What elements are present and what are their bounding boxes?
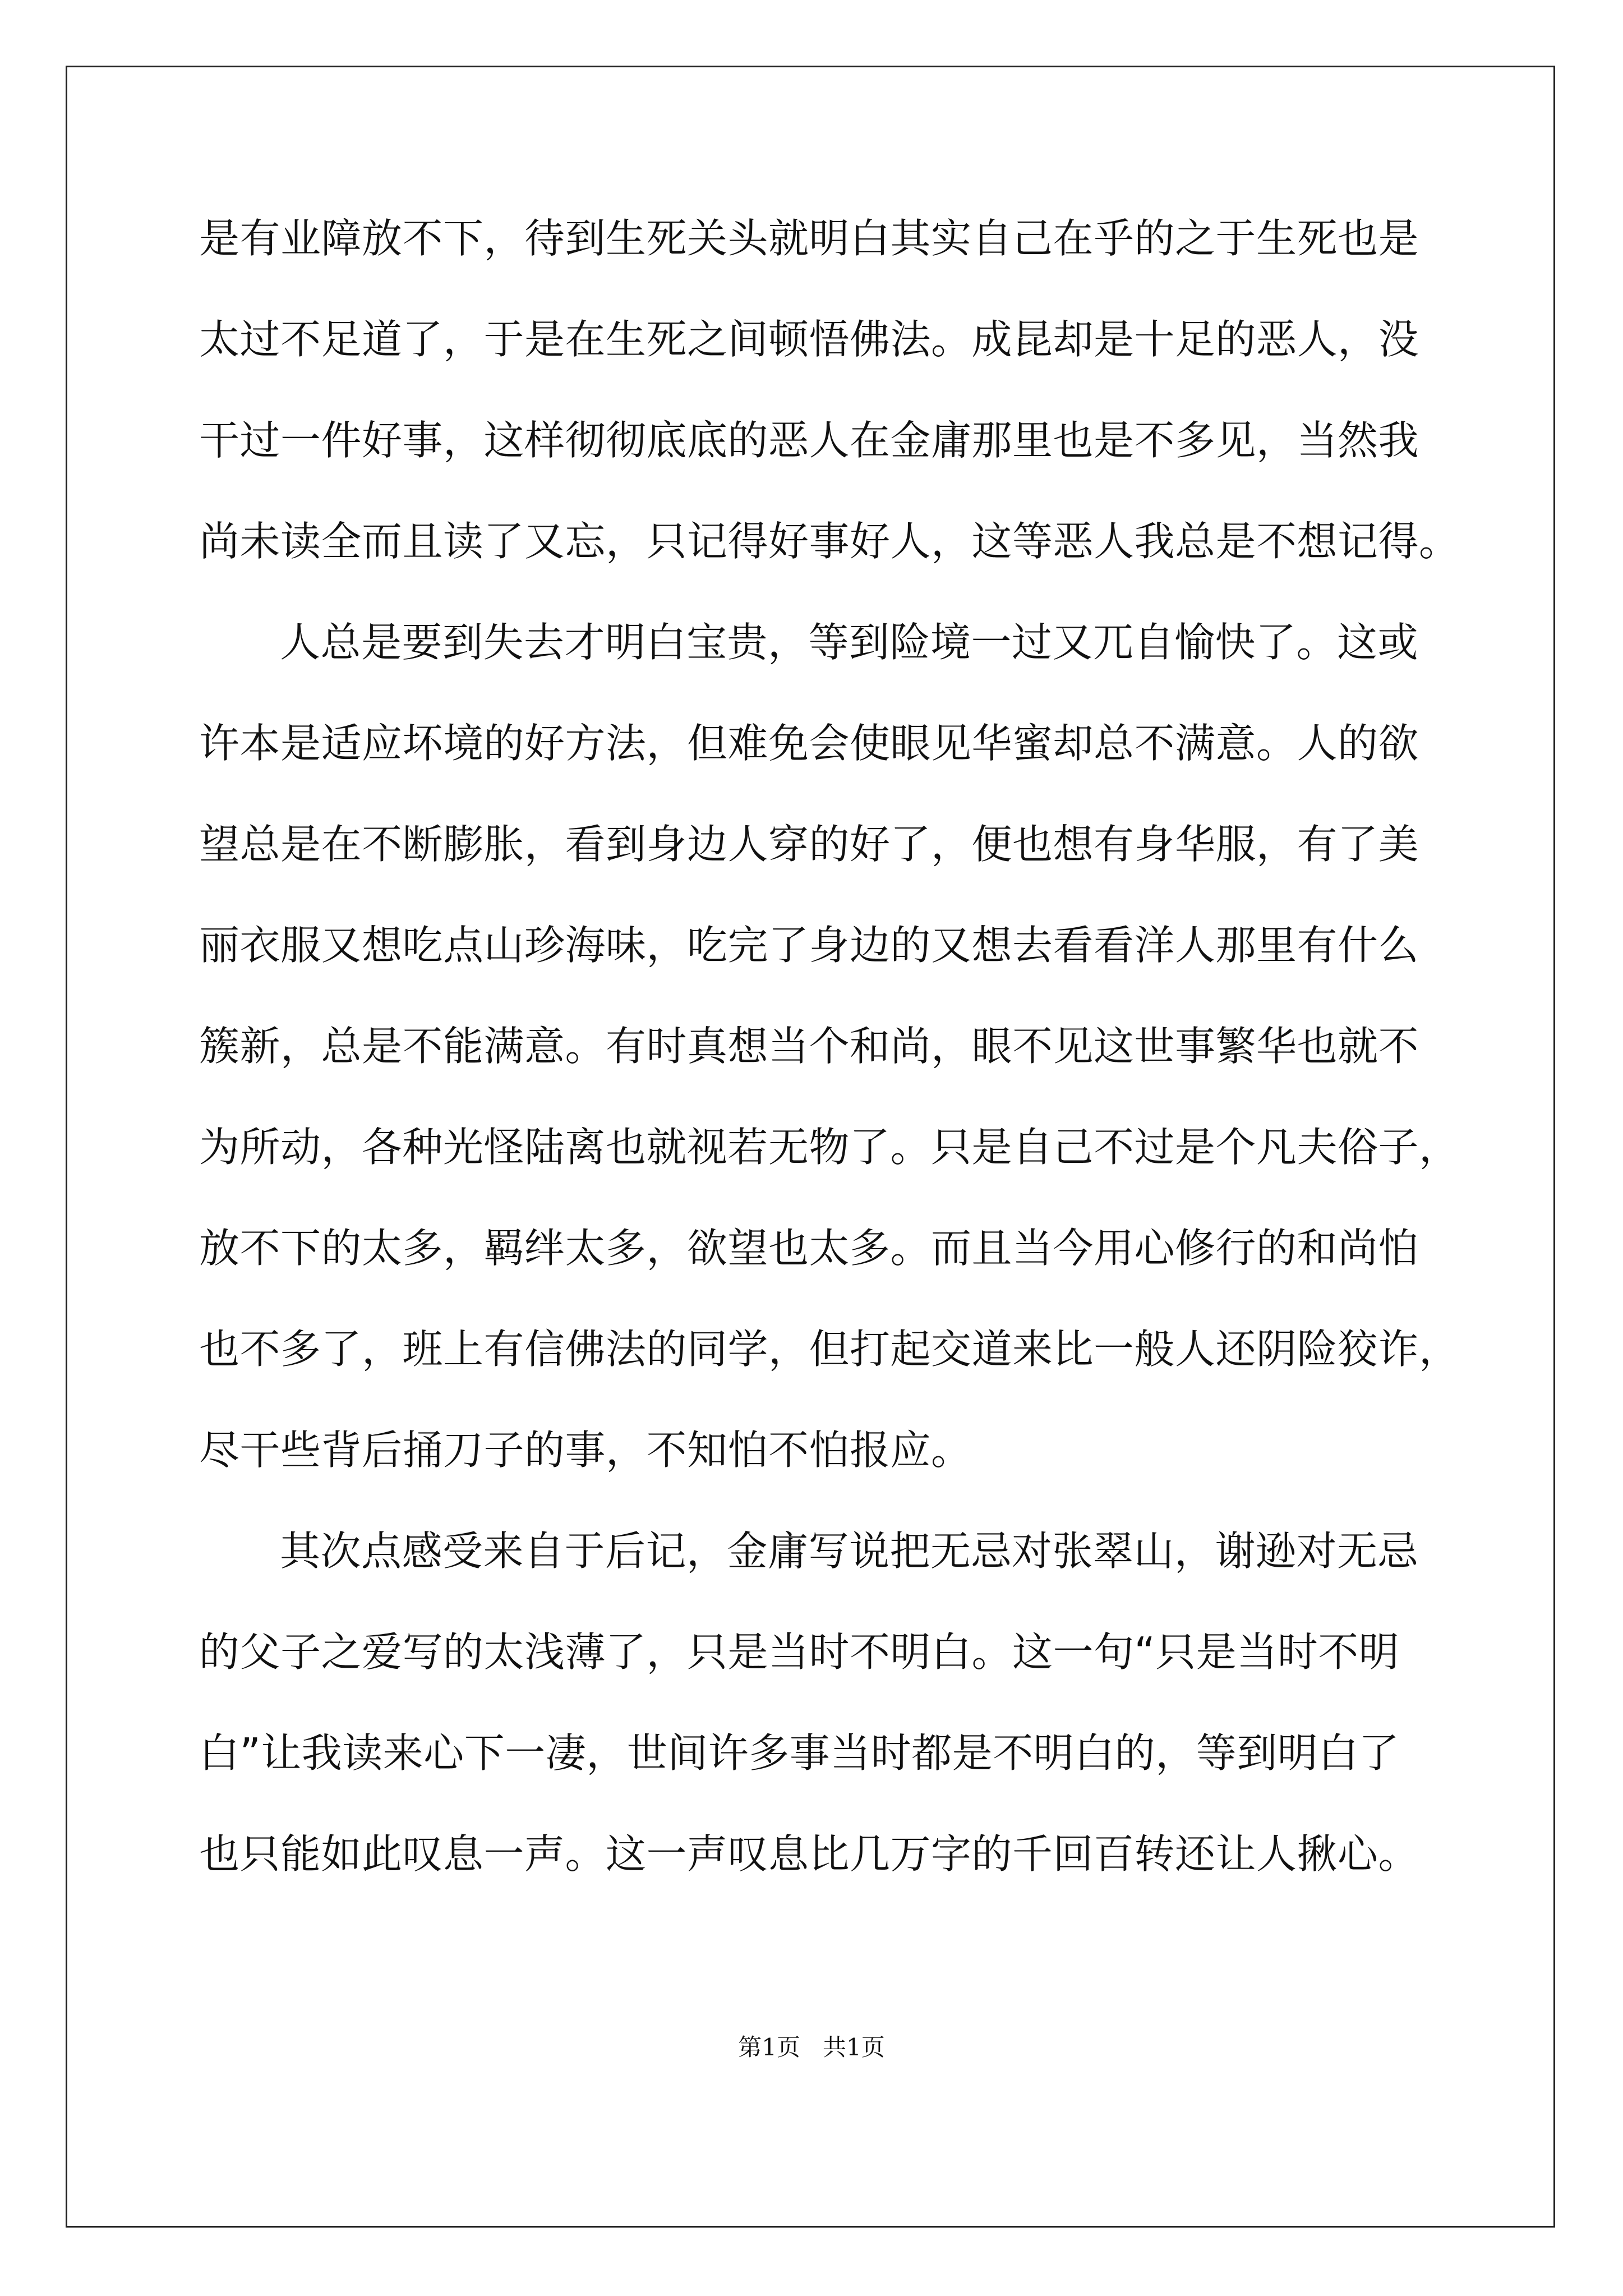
text-line: 尽干些背后捅刀子的事，不知怕不怕报应。 [199, 1427, 972, 1474]
text-line: 簇新，总是不能满意。有时真想当个和尚，眼不见这世事繁华也就不 [199, 1023, 1419, 1070]
page-number: 第1页 [738, 2033, 800, 2061]
text-line: 也不多了，班上有信佛法的同学，但打起交道来比一般人还阴险狡诈， [199, 1326, 1460, 1373]
text-line: 许本是适应坏境的好方法，但难免会使眼见华蜜却总不满意。人的欲 [199, 720, 1419, 767]
text-line: 放不下的太多，羁绊太多，欲望也太多。而且当今用心修行的和尚怕 [199, 1225, 1419, 1272]
text-line: 其次点感受来自于后记，金庸写说把无忌对张翠山，谢逊对无忌 [280, 1527, 1419, 1575]
text-line: 尚未读全而且读了又忘，只记得好事好人，这等恶人我总是不想记得。 [199, 518, 1460, 565]
text-line: 是有业障放不下，待到生死关头就明白其实自己在乎的之于生死也是 [199, 215, 1419, 262]
text-line: 白”让我读来心下一凄，世间许多事当时都是不明白的，等到明白了 [199, 1729, 1400, 1777]
text-line: 的父子之爱写的太浅薄了，只是当时不明白。这一句“只是当时不明 [199, 1628, 1400, 1676]
text-line: 也只能如此叹息一声。这一声叹息比几万字的千回百转还让人揪心。 [199, 1830, 1419, 1878]
text-line: 人总是要到失去才明白宝贵，等到险境一过又兀自愉快了。这或 [280, 619, 1419, 666]
page-total: 共1页 [823, 2033, 885, 2061]
text-line: 丽衣服又想吃点山珍海味，吃完了身边的又想去看看洋人那里有什么 [199, 922, 1419, 969]
page-footer [0, 2031, 1623, 2064]
text-line: 干过一件好事，这样彻彻底底的恶人在金庸那里也是不多见，当然我 [199, 417, 1419, 464]
text-line: 太过不足道了，于是在生死之间顿悟佛法。成昆却是十足的恶人，没 [199, 316, 1419, 363]
text-line: 为所动，各种光怪陆离也就视若无物了。只是自己不过是个凡夫俗子， [199, 1124, 1460, 1171]
text-line: 望总是在不断膨胀，看到身边人穿的好了，便也想有身华服，有了美 [199, 821, 1419, 868]
